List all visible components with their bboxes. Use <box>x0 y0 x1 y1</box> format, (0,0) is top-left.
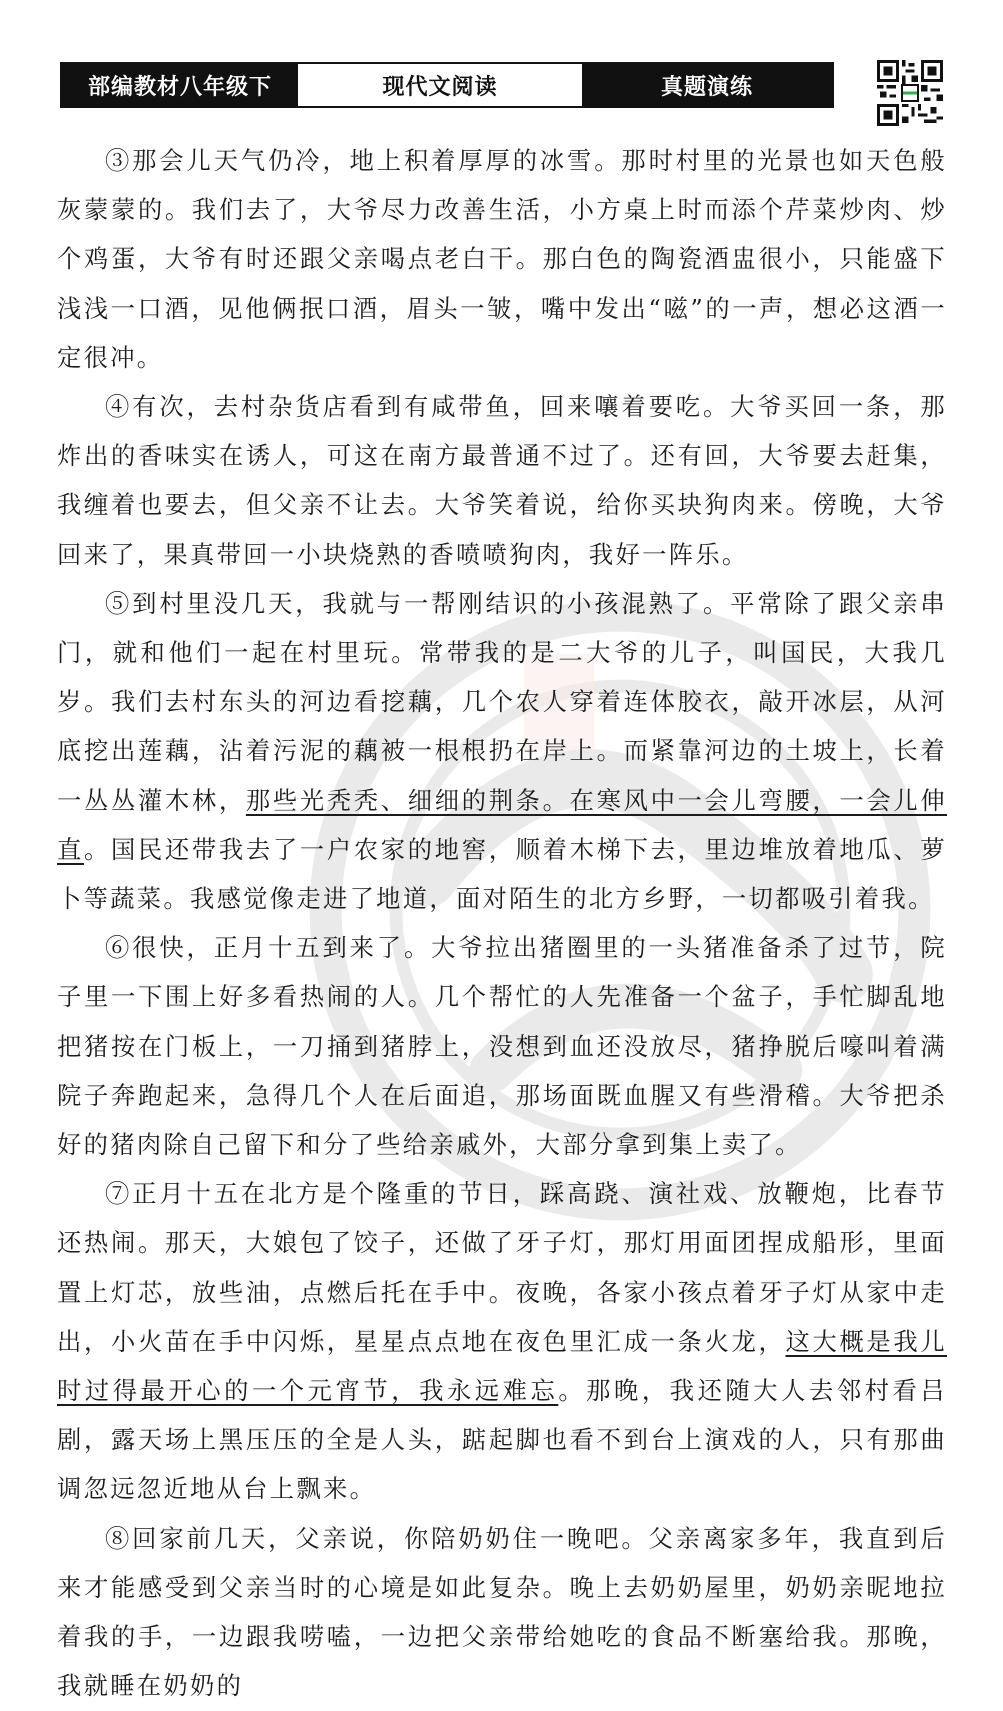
header-practice-label: 真题演练 <box>582 64 832 106</box>
paragraph-7 <box>57 1169 947 1513</box>
article-body <box>57 136 947 1711</box>
paragraph-5 <box>57 579 947 923</box>
header-section-label: 现代文阅读 <box>298 64 582 106</box>
paragraph-text: ⑦正月十五在北方是个隆重的节日，踩高跷、演社戏、放鞭炮，比春节还热闹。那天，大娘包了饺子，还做了牙子灯，那灯用面团捏成船形，里面置上灯芯，放些油，点燃后托在手中。夜晚，各家小孩点着牙子灯从家中走出，小火苗在手中闪烁，星星点点地在夜色里汇成一条火龙， <box>57 1179 947 1356</box>
paragraph-text: ⑤到村里没几天，我就与一帮刚结识的小孩混熟了。平常除了跟父亲串门，就和他们一起在村里玩。常带我的是二大爷的儿子，叫国民，大我几岁。我们去村东头的河边看挖藕，几个农人穿着连体胶衣，敲开冰层，从河底挖出莲藕，沾着污泥的藕被一根根扔在岸上。而紧靠河边的土坡上，长着一丛丛灌木林， <box>57 588 947 815</box>
qr-code-icon <box>877 60 943 126</box>
underlined-sentence: 这大概是我儿时过得最开心的一个元宵节，我永远难忘 <box>57 1326 947 1406</box>
paragraph-text: ④有次，去村杂货店看到有咸带鱼，回来嚷着要吃。大爷买回一条，那炸出的香味实在诱人，可这在南方最普通不过了。还有回，大爷要去赶集，我缠着也要去，但父亲不让去。大爷笑着说，给你买块狗肉来。傍晚，大爷回来了，果真带回一小块烧熟的香喷喷狗肉，我好一阵乐。 <box>57 392 947 569</box>
header-bar <box>60 62 834 108</box>
paragraph-3 <box>57 136 947 382</box>
underlined-sentence: 那些光秃秃、细细的荆条。在寒风中一会儿弯腰，一会儿伸直 <box>57 785 947 864</box>
paragraph-8 <box>57 1514 947 1711</box>
paragraph-text: ⑧回家前几天，父亲说，你陪奶奶住一晚吧。父亲离家多年，我直到后来才能感受到父亲当时的心境是如此复杂。晚上去奶奶屋里，奶奶亲昵地拉着我的手，一边跟我唠嗑，一边把父亲带给她吃的食品不断塞给我。那晚，我就睡在奶奶的 <box>57 1523 947 1701</box>
paragraph-text: 。那晚，我还随大人去邻村看吕剧，露天场上黑压压的全是人头，踮起脚也看不到台上演戏的人，只有那曲调忽远忽近地从台上飘来。 <box>57 1376 947 1504</box>
paragraph-text: ③那会儿天气仍冷，地上积着厚厚的冰雪。那时村里的光景也如天色般灰蒙蒙的。我们去了，大爷尽力改善生活，小方桌上时而添个芹菜炒肉、炒个鸡蛋，大爷有时还跟父亲喝点老白干。那白色的陶瓷酒盅很小，只能盛下浅浅一口酒，见他俩抿口酒，眉头一皱，嘴中发出“嗞”的一声，想必这酒一定很冲。 <box>57 146 947 372</box>
paragraph-text: ⑥很快，正月十五到来了。大爷拉出猪圈里的一头猪准备杀了过节，院子里一下围上好多看热闹的人。几个帮忙的人先准备一个盆子，手忙脚乱地把猪按在门板上，一刀捅到猪脖上，没想到血还没放尽，猪挣脱后嚎叫着满院子奔跑起来，急得几个人在后面追，那场面既血腥又有些滑稽。大爷把杀好的猪肉除自己留下和分了些给亲戚外，大部分拿到集上卖了。 <box>57 933 947 1160</box>
paragraph-text: 。国民还带我去了一户农家的地窖，顺着木梯下去，里边堆放着地瓜、萝卜等蔬菜。我感觉像走进了地道，面对陌生的北方乡野，一切都吸引着我。 <box>57 834 947 914</box>
paragraph-6 <box>57 923 947 1169</box>
paragraph-4 <box>57 382 947 579</box>
header-grade-label: 部编教材八年级下 <box>62 64 298 106</box>
